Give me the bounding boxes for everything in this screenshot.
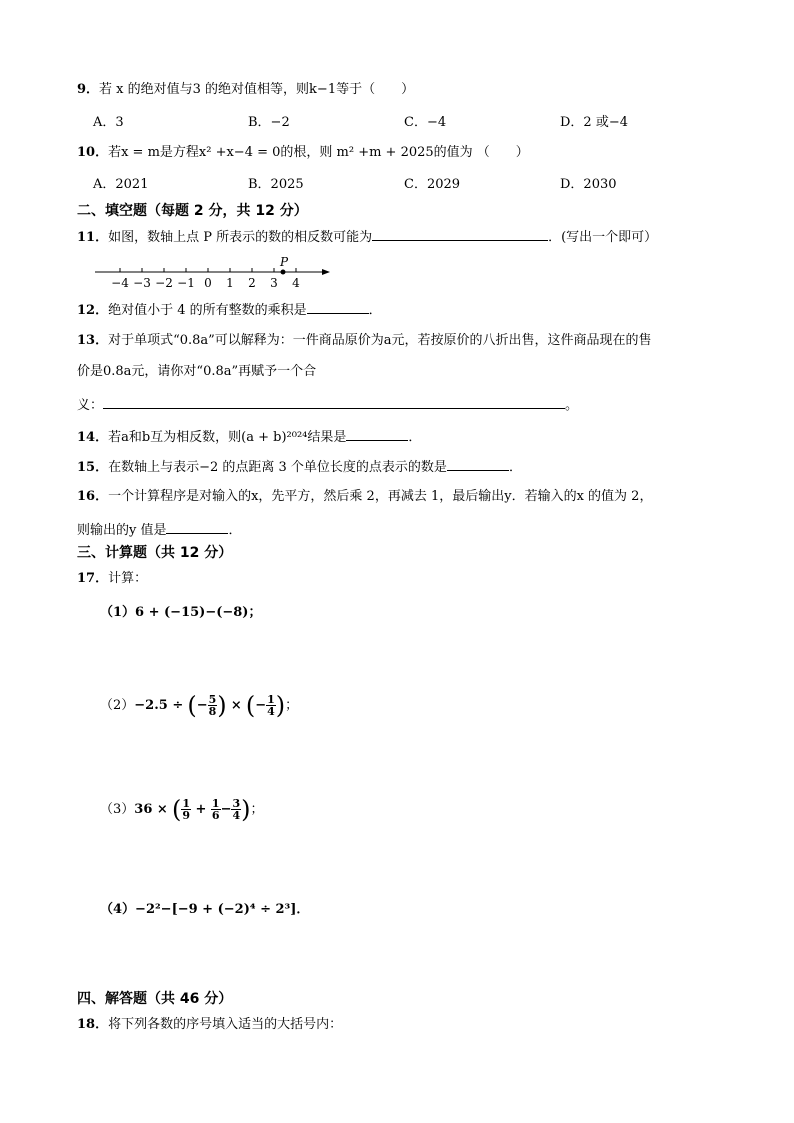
axis-tick-label: −2 (155, 276, 173, 290)
q9-option-a: A．3 (93, 115, 124, 130)
point-p-marker (281, 270, 286, 275)
question-tail: 。 (565, 398, 579, 413)
section-heading-calculation: 三、计算题（共 12 分） (77, 545, 233, 561)
answer-blank[interactable] (103, 394, 565, 409)
fraction: $\frac{1}{4}$ (267, 693, 275, 718)
axis-tick-label: −1 (177, 276, 195, 290)
expr-text: 36 × (134, 802, 168, 817)
axis-tick-label: −4 (111, 276, 129, 290)
question-text: 义： (77, 398, 104, 413)
question-number: 13． (77, 333, 109, 348)
axis-tick-label: 4 (292, 276, 300, 290)
question-13-line-1 (77, 331, 652, 351)
question-14 (77, 426, 421, 448)
q9-option-c: C．−4 (404, 115, 447, 130)
axis-arrow-icon (322, 269, 330, 275)
q9-option-d: D．2 或−4 (560, 115, 628, 130)
q17-part-3: （3）36 × ( $\frac{1}{9}$ + $\frac{1}{6}$ − $\frac{3}{4}$ )； (100, 795, 264, 824)
number-line-figure (90, 252, 340, 292)
question-number: 16． (77, 489, 109, 504)
axis-tick-label: −3 (133, 276, 151, 290)
question-tail: ． (408, 430, 422, 445)
question-tail: ． (508, 460, 522, 475)
question-11 (77, 226, 657, 248)
question-text: 将下列各数的序号填入适当的大括号内： (108, 1017, 343, 1032)
question-18 (77, 1015, 342, 1035)
q10-option-d: D．2030 (560, 177, 617, 192)
answer-blank[interactable] (346, 426, 408, 441)
section-heading-fill-in: 二、填空题（每题 2 分，共 12 分） (77, 203, 308, 219)
question-number: 10． (77, 145, 109, 160)
fraction: $\frac{1}{9}$ (182, 797, 190, 822)
question-text: 如图，数轴上点 P 所表示的数的相反数可能为 (108, 230, 373, 245)
question-16-line-1 (77, 487, 652, 507)
question-13-line-3 (77, 394, 578, 416)
question-text: 对于单项式“0.8a”可以解释为：一件商品原价为a元，若按原价的八折出售，这件商品现在的售 (108, 333, 652, 348)
question-number: 12． (77, 303, 109, 318)
q10-option-a: A．2021 (93, 177, 149, 192)
question-text: 若 x 的绝对值与3 的绝对值相等，则k−1等于（ ） (99, 82, 415, 97)
question-number: 17． (77, 571, 109, 586)
question-tail: ． (228, 523, 242, 538)
fraction: $\frac{1}{6}$ (211, 797, 220, 822)
q9-option-b: B．−2 (248, 115, 290, 130)
part-label: （3） (100, 802, 135, 817)
part-label: （2） (100, 698, 135, 713)
answer-blank[interactable] (372, 226, 548, 241)
q10-option-c: C．2029 (404, 177, 461, 192)
question-text: 若x = m是方程x² +x−4 = 0的根，则 m² +m + 2025的值为 （ ） (108, 145, 529, 160)
question-17 (77, 569, 147, 589)
question-text: 一个计算程序是对输入的x，先平方，然后乘 2，再减去 1，最后输出y．若输入的x 的值为 2， (108, 489, 653, 504)
q17-part-1: （1）6 + (−15)−(−8)； (100, 605, 262, 620)
question-number: 9． (77, 82, 100, 97)
question-number: 11． (77, 230, 109, 245)
expr-text: −2.5 ÷ (134, 698, 184, 713)
question-text: 若a和b互为相反数，则(a + b)²⁰²⁴结果是 (108, 430, 347, 445)
question-15 (77, 456, 522, 478)
answer-blank[interactable] (166, 519, 228, 534)
question-9 (77, 80, 414, 100)
question-text: 计算： (108, 571, 148, 586)
axis-tick-label: 3 (270, 276, 278, 290)
question-tail: ．(写出一个即可） (548, 230, 658, 245)
question-number: 18． (77, 1017, 109, 1032)
q10-option-b: B．2025 (248, 177, 304, 192)
axis-tick-label: 2 (248, 276, 256, 290)
question-16-line-2 (77, 519, 242, 541)
question-12 (77, 299, 382, 321)
expr-text: × (230, 698, 242, 713)
question-text: 绝对值小于 4 的所有整数的乘积是 (108, 303, 307, 318)
answer-blank[interactable] (307, 299, 369, 314)
section-heading-solutions: 四、解答题（共 46 分） (77, 991, 233, 1007)
point-p-label: P (280, 255, 289, 269)
axis-tick-label: 1 (226, 276, 234, 290)
question-10 (77, 143, 529, 163)
fraction: $\frac{5}{8}$ (208, 693, 217, 718)
question-text: 则输出的y 值是 (77, 523, 167, 538)
answer-blank[interactable] (447, 456, 509, 471)
question-text: 在数轴上与表示−2 的点距离 3 个单位长度的点表示的数是 (108, 460, 447, 475)
question-number: 15． (77, 460, 109, 475)
axis-ticks (111, 268, 300, 290)
q17-part-2: （2）−2.5 ÷ (− $\frac{5}{8}$ ) × (− $\frac{1}{4}$ )； (100, 691, 299, 720)
question-tail: ． (368, 303, 382, 318)
fraction: $\frac{3}{4}$ (232, 797, 241, 822)
q17-part-4: （4）−2²−[−9 + (−2)⁴ ÷ 2³]． (100, 902, 310, 917)
question-number: 14． (77, 430, 109, 445)
axis-tick-label: 0 (204, 276, 212, 290)
question-13-line-2: 价是0.8a元，请你对“0.8a”再赋予一个合 (77, 364, 317, 379)
